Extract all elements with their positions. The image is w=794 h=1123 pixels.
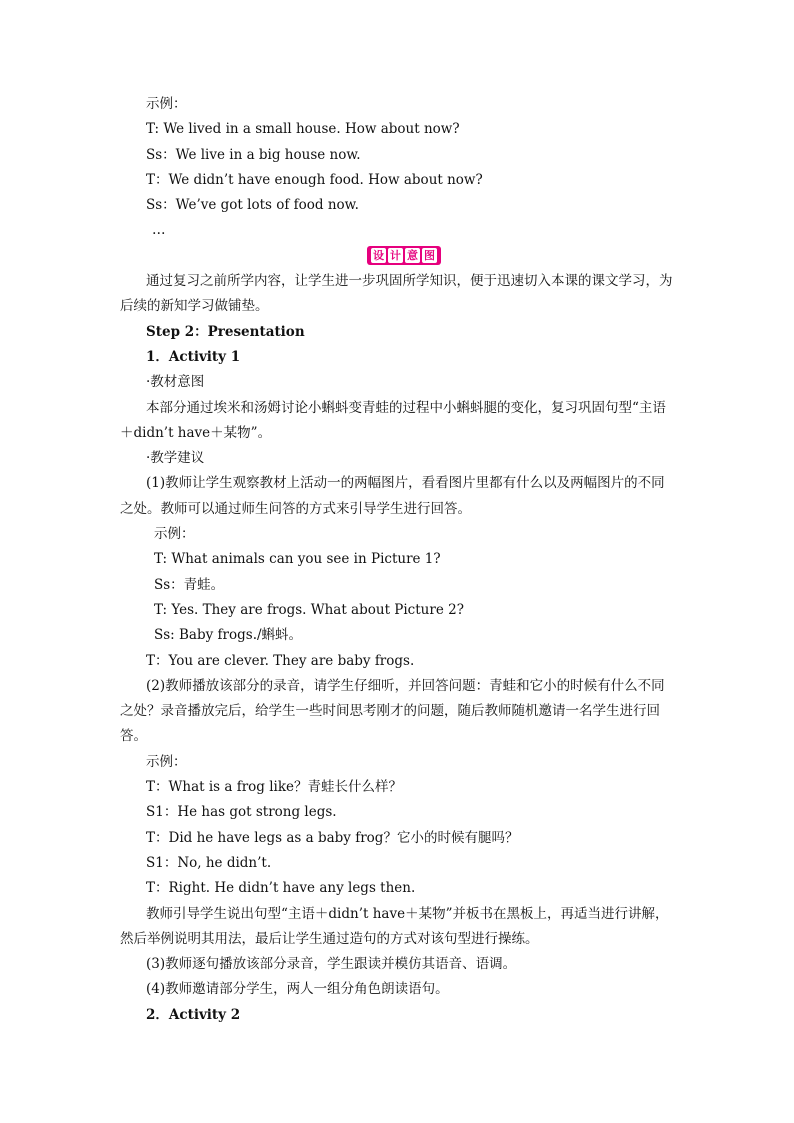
guide-paragraph: 教师引导学生说出句型“主语＋didn’t have＋某物”并板书在黑板上，再适当进行讲解，然后举例说明其用法，最后让学生通过造句的方式对该句型进行操练。 <box>120 905 669 947</box>
dialogue-line: T：Right. He didn’t have any legs then. <box>146 880 416 897</box>
dialogue-line: Ss: Baby frogs./蝌蚪。 <box>154 627 303 644</box>
ellipsis: … <box>152 222 167 239</box>
dialogue-line: Ss：青蛙。 <box>154 576 225 593</box>
design-intent-paragraph: 通过复习之前所学内容，让学生进一步巩固所学知识，便于迅速切入本课的课文学习，为后续的新知学习做铺垫。 <box>120 273 673 315</box>
dialogue-line: T：You are clever. They are baby frogs. <box>146 652 415 669</box>
badge-char: 图 <box>424 248 435 262</box>
example-label: 示例： <box>154 526 195 543</box>
point-paragraph: (2)教师播放该部分的录音，请学生仔细听，并回答问题：青蛙和它小的时候有什么不同之处？录音播放完后，给学生一些时间思考刚才的问题，随后教师随机邀请一名学生进行回答。 <box>120 677 665 745</box>
dialogue-line: T：Did he have legs as a baby frog？它小的时候有腿吗？ <box>146 829 519 846</box>
step-heading: Step 2：Presentation <box>146 323 305 340</box>
badge-char: 计 <box>390 248 401 262</box>
dialogue-line: S1：No, he didn’t. <box>146 854 272 871</box>
dialogue-line: T: We lived in a small house. How about now? <box>146 121 460 138</box>
point-paragraph: (3)教师逐句播放该部分录音，学生跟读并模仿其语音、语调。 <box>146 956 517 973</box>
badge-char: 设 <box>373 248 384 262</box>
design-intent-row <box>120 244 675 269</box>
dialogue-line: S1：He has got strong legs. <box>146 804 337 821</box>
suggest-label: ·教学建议 <box>146 450 205 467</box>
dialogue-line: T：We didn’t have enough food. How about now? <box>146 171 483 188</box>
dialogue-line: Ss：We live in a big house now. <box>146 146 361 163</box>
activity-heading: 1．Activity 1 <box>146 348 241 365</box>
example-section-1 <box>120 92 675 1028</box>
material-label: ·教材意图 <box>146 374 205 391</box>
badge-char: 意 <box>407 248 418 262</box>
material-paragraph: 本部分通过埃米和汤姆讨论小蝌蚪变青蛙的过程中小蝌蚪腿的变化，复习巩固句型“主语＋didn’t have＋某物”。 <box>120 399 666 441</box>
example-label: 示例： <box>146 96 187 112</box>
point-paragraph: (4)教师邀请部分学生，两人一组分角色朗读语句。 <box>146 981 449 998</box>
dialogue-line: T：What is a frog like？青蛙长什么样？ <box>146 779 403 796</box>
dialogue-line: Ss：We’ve got lots of food now. <box>146 197 359 214</box>
example-label: 示例： <box>146 753 187 770</box>
point-paragraph: (1)教师让学生观察教材上活动一的两幅图片，看看图片里都有什么以及两幅图片的不同之处。教师可以通过师生问答的方式来引导学生进行回答。 <box>120 475 665 517</box>
dialogue-line: T: What animals can you see in Picture 1? <box>154 551 441 568</box>
dialogue-line: T: Yes. They are frogs. What about Picture 2? <box>154 601 464 618</box>
activity-heading: 2．Activity 2 <box>146 1006 241 1023</box>
design-intent-badge <box>367 246 441 265</box>
